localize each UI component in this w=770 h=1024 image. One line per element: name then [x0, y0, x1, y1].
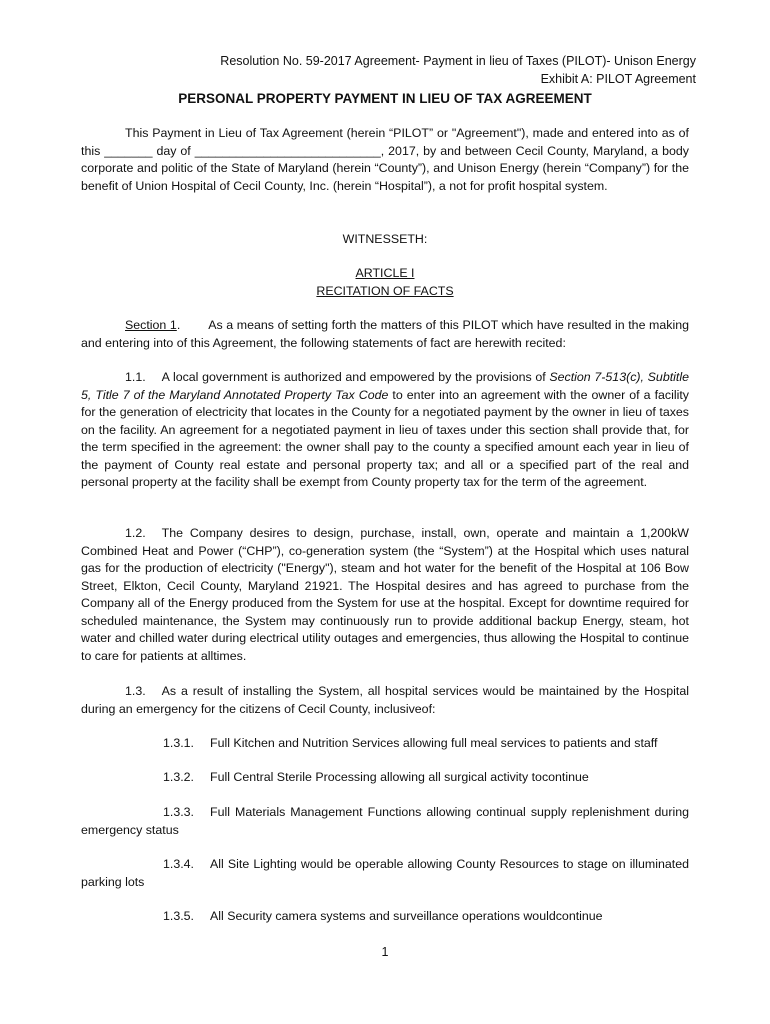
- list-item-1-3-3: [81, 804, 689, 839]
- list-item-number: 1.3.3.: [163, 805, 195, 819]
- section-1-paragraph: Section 1. As a means of setting forth the matters of this PILOT which have resulted in the making and entering into of this Agreement, the following statements of fact are herewith recited:: [81, 318, 689, 350]
- list-item-text: Full Materials Management Functions allowing continual supply replenishment during emergency status: [81, 805, 689, 837]
- list-item-1-3-5: [81, 908, 689, 926]
- paragraph-1-3-number: 1.3.: [125, 684, 146, 698]
- paragraph-1-2-text: The Company desires to design, purchase, install, own, operate and maintain a 1,200kW Combined Heat and Power (“CHP”), co-generation system (the “System”) at the Hospital which uses natural gas for the production of electricity ("Energy"), steam and hot water for the benefit of the Hospital at 106 Bow Street, Elkton, Cecil County, Maryland 21921. The Hospital desires and has agreed to purchase from the Company all of the Energy produced from the System for use at the hospital. Except for downtime required for scheduled maintenance, the System may continuously run to provide additional backup Energy, steam, hot water and chilled water during electrical utility outages and emergencies, thus allowing the Hospital to continue to care for patients at alltimes.: [81, 526, 689, 663]
- list-item-text: Full Kitchen and Nutrition Services allowing full meal services to patients and staff: [210, 736, 658, 750]
- list-item-number: 1.3.5.: [163, 909, 195, 923]
- list-item-number: 1.3.1.: [163, 736, 195, 750]
- list-item-1-3-2: [81, 769, 689, 787]
- paragraph-1-3-text: As a result of installing the System, all hospital services would be maintained by the Hospital during an emergency for the citizens of Cecil County, inclusiveof:: [81, 684, 689, 716]
- paragraph-1-2: [81, 525, 689, 665]
- paragraph-1-1-citation: Section 7-513(c), Subtitle 5, Title 7 of the Maryland Annotated Property Tax Code: [81, 370, 689, 402]
- list-item-text: All Security camera systems and surveillance operations wouldcontinue: [210, 909, 603, 923]
- paragraph-1-3: [81, 683, 689, 718]
- list-item-text: Full Central Sterile Processing allowing all surgical activity tocontinue: [210, 770, 589, 784]
- intro-text: This Payment in Lieu of Tax Agreement (herein “PILOT” or "Agreement"), made and entered into as of this _______ day of ___________________________, 2017, by and between Cecil County, Maryland, a body corporate and politic of the State of Maryland (herein “County”), and Unison Energy (herein “Company”) for the benefit of Union Hospital of Cecil County, Inc. (herein “Hospital”), a not for profit hospital system.: [81, 126, 689, 193]
- witnesseth-heading: WITNESSETH:: [342, 232, 428, 246]
- paragraph-1-1-text: to enter into an agreement with the owner of a facility for the generation of electricity that locates in the County for a negotiated payment by the owner in lieu of taxes on the facility. An agreement for a negotiated payment in lieu of taxes under this section shall provide that, for the term specified in the agreement: the owner shall pay to the county a specified amount each year in lieu of the payment of County real estate and personal property tax; and all or a specified part of the real and personal property at the facility shall be exempt from County property tax for the term of the agreement.: [81, 387, 690, 489]
- article-title: RECITATION OF FACTS: [316, 283, 454, 298]
- list-item-number: 1.3.2.: [163, 770, 195, 784]
- paragraph-1-1: [81, 369, 689, 492]
- intro-paragraph: [81, 125, 689, 195]
- header-resolution-line: Resolution No. 59-2017 Agreement- Payment in lieu of Taxes (PILOT)- Unison Energy: [220, 54, 696, 68]
- header-exhibit-line: Exhibit A: PILOT Agreement: [540, 72, 696, 86]
- list-item-number: 1.3.4.: [163, 857, 195, 871]
- article-number: ARTICLE I: [355, 266, 415, 280]
- list-item-1-3-4: [81, 856, 689, 891]
- list-item-text: All Site Lighting would be operable allowing County Resources to stage on illuminated parking lots: [81, 857, 689, 889]
- section-1-text: As a means of setting forth the matters of this PILOT which have resulted in the making and entering into of this Agreement, the following statements of fact are herewith recited:: [81, 318, 689, 350]
- paragraph-1-1-number: 1.1.: [125, 370, 146, 384]
- document-header: [220, 52, 696, 88]
- paragraph-1-1-lead: A local government is authorized and empowered by the provisions of: [161, 370, 546, 384]
- article-heading: [0, 265, 770, 300]
- paragraph-1-2-number: 1.2.: [125, 526, 146, 540]
- document-title: PERSONAL PROPERTY PAYMENT IN LIEU OF TAX AGREEMENT: [178, 91, 592, 106]
- page-number: 1: [381, 945, 389, 959]
- section-1-label: Section 1: [125, 318, 177, 332]
- list-item-1-3-1: [81, 735, 689, 753]
